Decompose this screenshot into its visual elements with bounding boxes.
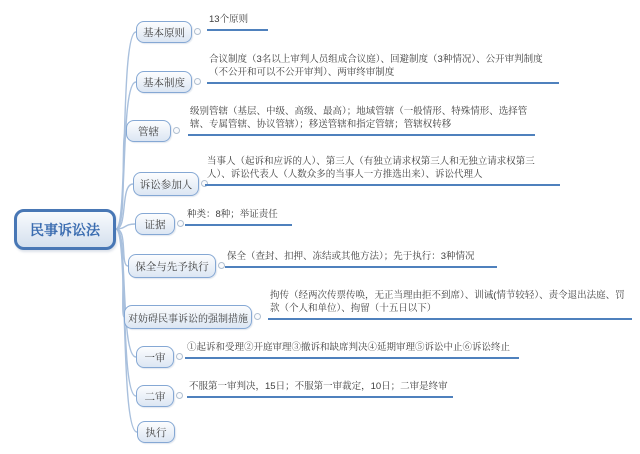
branch-label: 保全与先予执行 (135, 260, 209, 273)
branch-label: 证据 (144, 218, 166, 231)
branch-connector-dot (177, 220, 184, 227)
branch-detail-first-instance: ①起诉和受理②开庭审理③撤诉和缺席判决④延期审理⑤诉讼中止⑥诉讼终止 (185, 341, 519, 359)
branch-connector-dot (194, 78, 201, 85)
branch-label: 执行 (145, 426, 167, 439)
root-node-civil-procedure-law[interactable] (14, 209, 116, 250)
branch-label: 诉讼参加人 (139, 178, 193, 191)
branch-node-first-instance[interactable] (136, 346, 174, 368)
branch-connector-dot (254, 313, 261, 320)
branch-label: 对妨碍民事诉讼的强制措施 (128, 313, 248, 325)
branch-detail-second-instance: 不服第一审判决，15日；不服第一审裁定，10日；二审是终审 (187, 380, 453, 398)
branch-node-preservation-advance-execution[interactable] (128, 254, 216, 278)
branch-node-evidence[interactable] (135, 213, 175, 235)
branch-detail-litigation-participants: 当事人（起诉和应诉的人）、第三人（有独立请求权第三人和无独立请求权第三人）、诉讼代表人（人数众多的当事人一方推选出来）、诉讼代理人 (205, 155, 560, 186)
branch-detail-evidence: 种类：8种；举证责任 (185, 208, 292, 226)
branch-label: 管辖 (138, 125, 159, 138)
branch-node-compulsory-measures[interactable] (124, 305, 252, 329)
branch-detail-jurisdiction: 级别管辖（基层、中级、高级、最高）；地域管辖（一般情形、特殊情形、选择管辖、专属管辖、协议管辖）；移送管辖和指定管辖；管辖权转移 (188, 105, 535, 136)
branch-label: 基本原则 (143, 26, 185, 39)
branch-connector-dot (173, 127, 180, 134)
branch-connector-dot (194, 28, 201, 35)
branch-node-litigation-participants[interactable] (133, 172, 199, 196)
branch-node-jurisdiction[interactable] (126, 120, 171, 142)
branch-label: 基本制度 (143, 76, 185, 89)
branch-detail-preservation-advance-execution: 保全（查封、扣押、冻结或其他方法）；先于执行：3种情况 (225, 250, 497, 268)
branch-connector-dot (176, 392, 183, 399)
branch-label: 二审 (144, 390, 166, 403)
branch-node-second-instance[interactable] (136, 385, 174, 407)
branch-detail-basic-systems: 合议制度（3名以上审判人员组成合议庭）、回避制度（3种情况）、公开审判制度（不公开和可以不公开审判）、两审终审制度 (207, 53, 559, 84)
branch-connector-dot (218, 262, 225, 269)
branch-node-basic-systems[interactable] (136, 71, 192, 93)
branch-detail-compulsory-measures: 拘传（经两次传票传唤，无正当理由拒不到席）、训诫(情节较轻）、责令退出法庭、罚款（个人和单位）、拘留（十五日以下） (268, 289, 632, 320)
root-label: 民事诉讼法 (30, 221, 100, 238)
branch-node-basic-principles[interactable] (136, 21, 192, 43)
branch-label: 一审 (144, 351, 166, 364)
branch-connector-dot (176, 353, 183, 360)
branch-node-execution[interactable] (137, 421, 175, 443)
branch-detail-basic-principles: 13个原则 (207, 13, 268, 31)
